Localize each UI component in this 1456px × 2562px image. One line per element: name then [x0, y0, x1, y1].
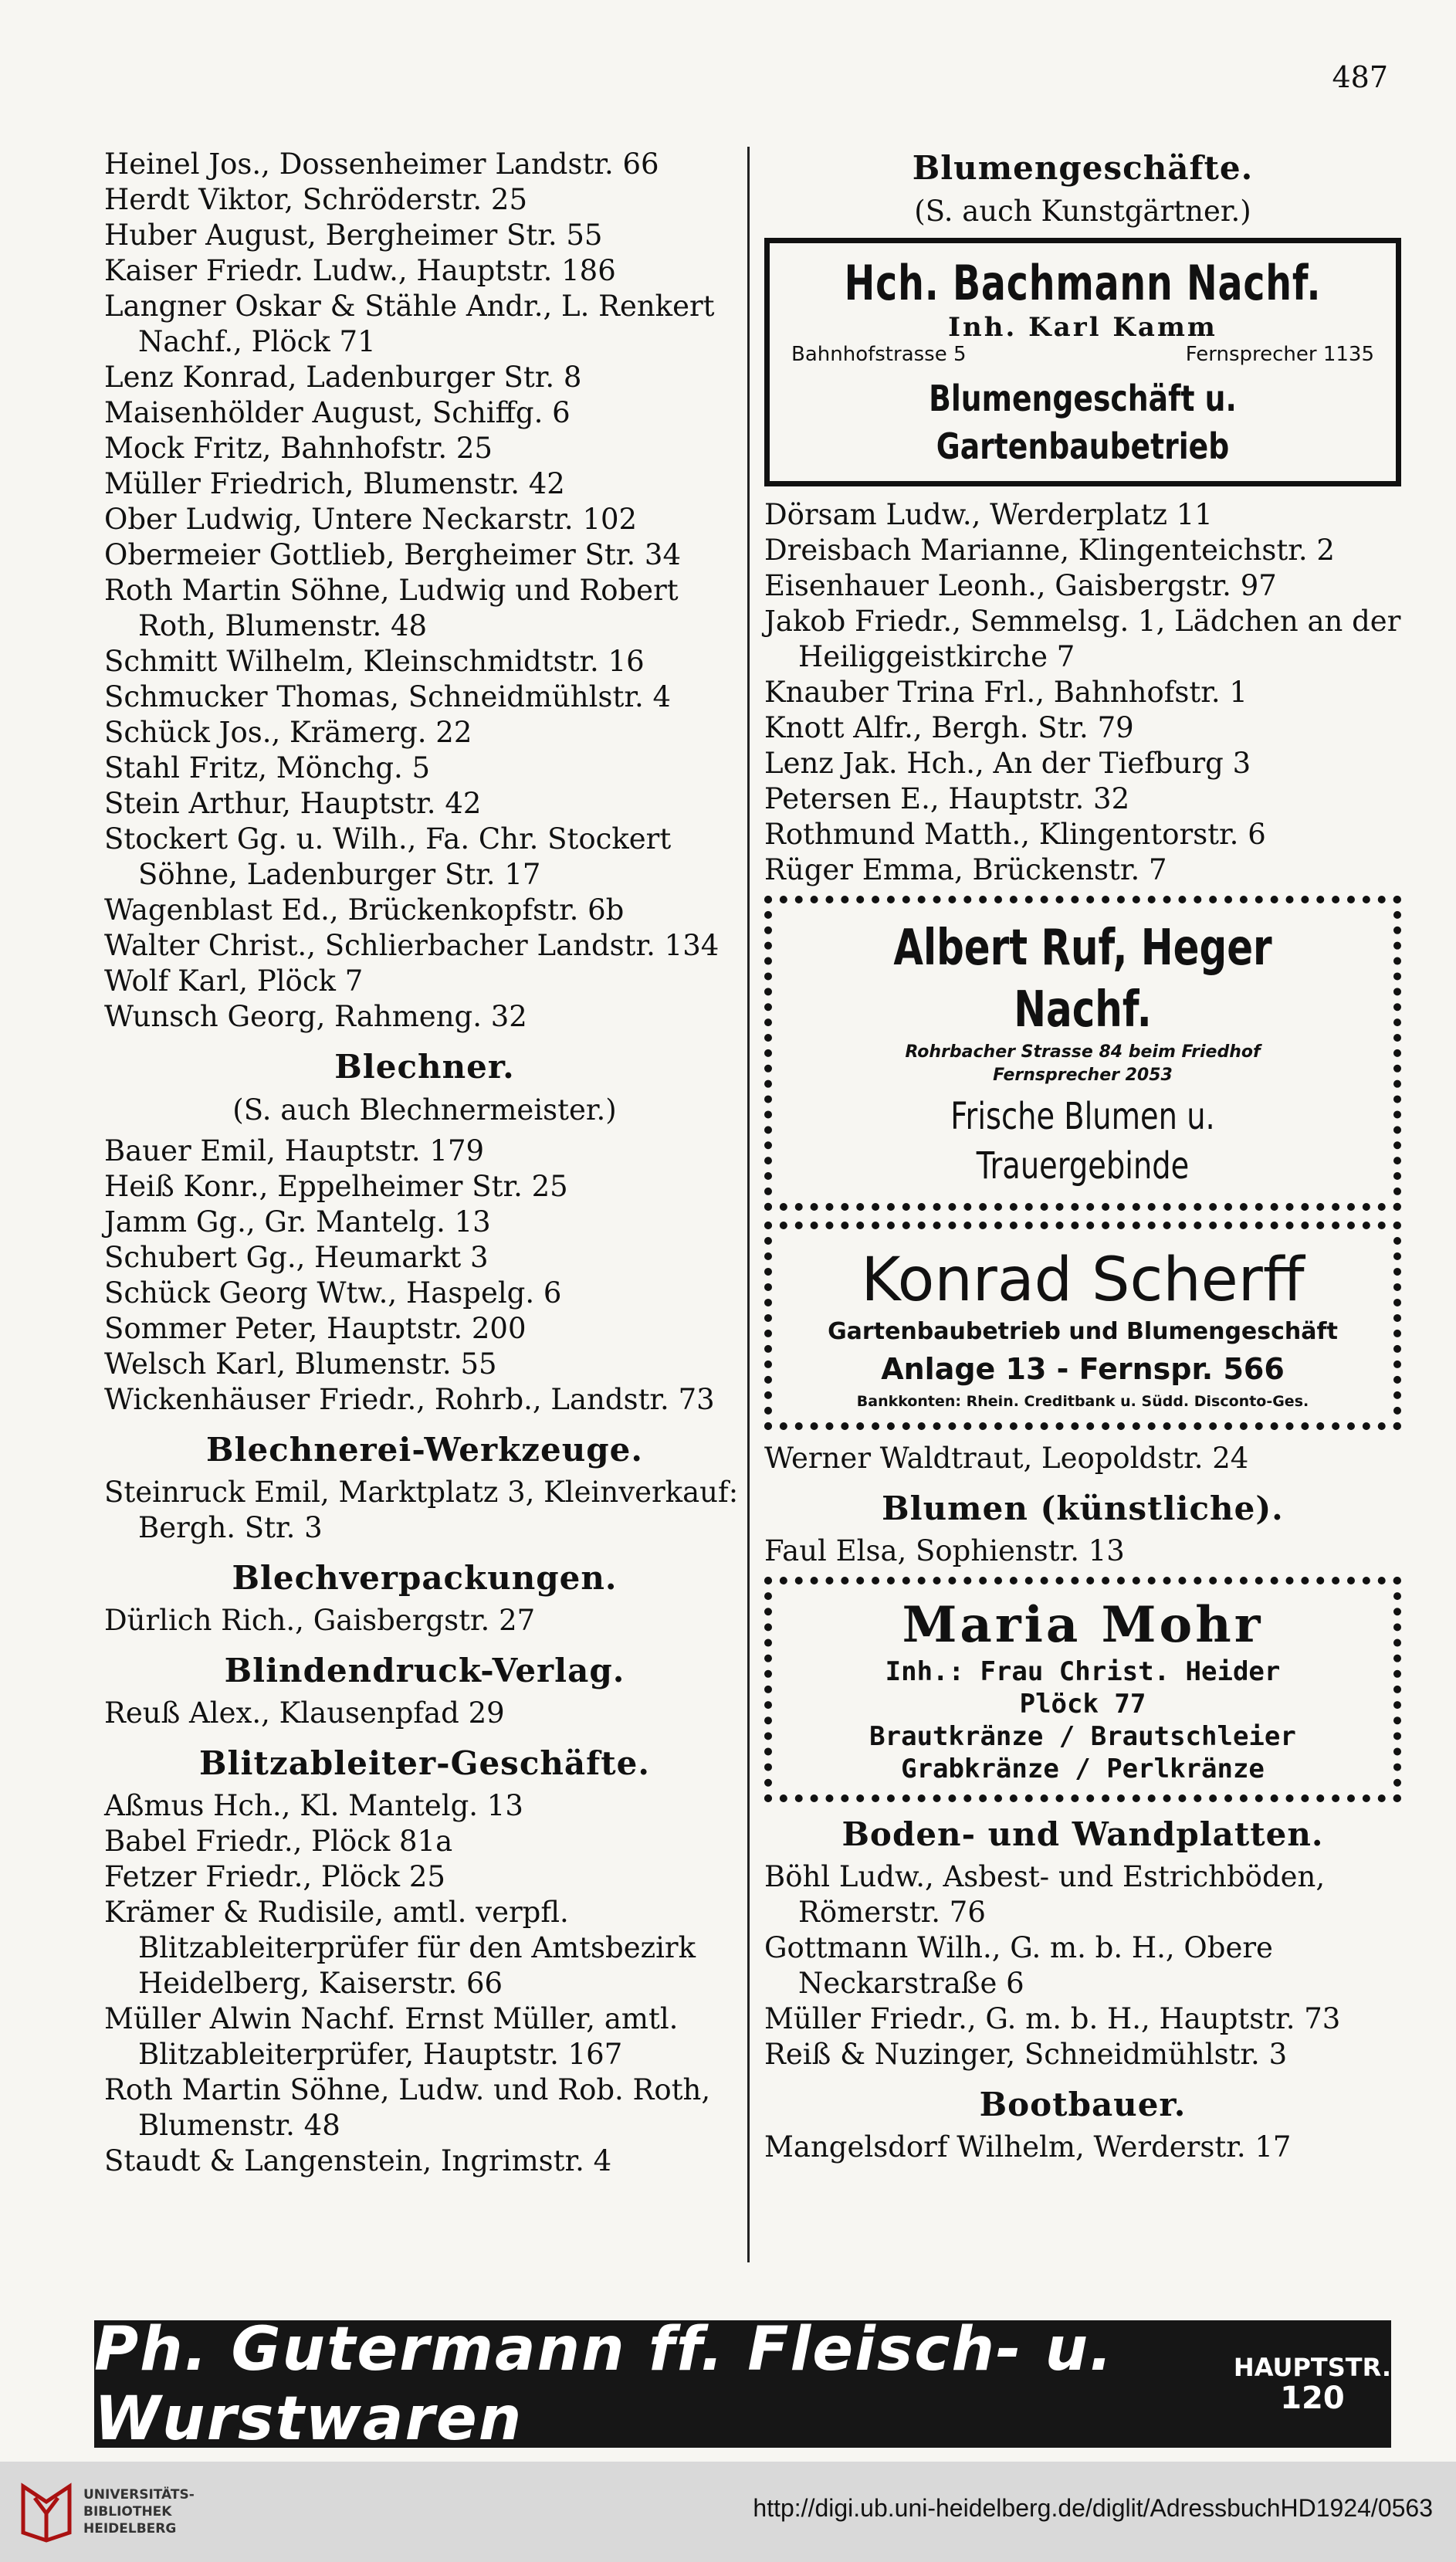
directory-entry: Müller Friedrich, Blumenstr. 42: [104, 467, 565, 500]
directory-entry: Staudt & Langenstein, Ingrimstr. 4: [104, 2144, 612, 2177]
library-bar: [0, 2462, 1456, 2562]
heading-blindendruck: Blindendruck-Verlag.: [224, 1652, 625, 1689]
ad-ruf-phone: Fernsprecher 2053: [993, 1066, 1173, 1085]
directory-entry: Kaiser Friedr. Ludw., Hauptstr. 186: [104, 254, 616, 287]
directory-entry: Böhl Ludw., Asbest- und Estrichböden, Römerstr. 76: [764, 1860, 1326, 1929]
directory-entry: Bauer Emil, Hauptstr. 179: [104, 1134, 485, 1167]
directory-entry: Roth Martin Söhne, Ludw. und Rob. Roth, Blumenstr. 48: [104, 2073, 711, 2142]
directory-entry: Schmitt Wilhelm, Kleinschmidtstr. 16: [104, 645, 645, 678]
directory-entry: Gottmann Wilh., G. m. b. H., Obere Neckarstraße 6: [764, 1931, 1273, 2000]
column-divider: [747, 147, 750, 2262]
heading-werkzeuge: Blechnerei-Werkzeuge.: [206, 1431, 643, 1469]
entries-bootbauer: [764, 2130, 1401, 2165]
ad-scherff-business: Gartenbaubetrieb und Blumengeschäft: [828, 1318, 1338, 1345]
right-column: [764, 147, 1401, 2165]
directory-entry: Stahl Fritz, Mönchg. 5: [104, 751, 431, 785]
library-name: [83, 2486, 195, 2537]
ad-bachmann: [764, 238, 1401, 486]
directory-entry: Jakob Friedr., Semmelsg. 1, Lädchen an der Heiliggeistkirche 7: [764, 605, 1401, 673]
subheading-blumengeschaefte: (S. auch Kunstgärtner.): [914, 195, 1251, 228]
university-library-logo-icon: [15, 2479, 77, 2545]
heading-verpackungen: Blechverpackungen.: [232, 1559, 618, 1597]
directory-entry: Walter Christ., Schlierbacher Landstr. 134: [104, 929, 720, 962]
directory-entry: Wolf Karl, Plöck 7: [104, 964, 364, 998]
directory-entry: Rüger Emma, Brückenstr. 7: [764, 853, 1167, 886]
ad-scherff-name: Konrad Scherff: [861, 1245, 1305, 1315]
ad-mohr-owner: Inh.: Frau Christ. Heider: [885, 1656, 1281, 1687]
directory-entry: Welsch Karl, Blumenstr. 55: [104, 1347, 497, 1381]
entries-verpackungen: [104, 1603, 745, 1639]
directory-entry: Herdt Viktor, Schröderstr. 25: [104, 183, 527, 216]
directory-entry: Mangelsdorf Wilhelm, Werderstr. 17: [764, 2130, 1292, 2164]
directory-entry: Huber August, Bergheimer Str. 55: [104, 219, 603, 252]
ad-mohr-name: Maria Mohr: [902, 1596, 1264, 1654]
directory-entry: Wunsch Georg, Rahmeng. 32: [104, 1000, 527, 1033]
directory-entry: Babel Friedr., Plöck 81a: [104, 1825, 453, 1858]
ad-bachmann-address: Bahnhofstrasse 5: [791, 343, 967, 366]
directory-entry: Schück Georg Wtw., Haspelg. 6: [104, 1276, 562, 1310]
directory-entry: Heinel Jos., Dossenheimer Landstr. 66: [104, 147, 659, 181]
directory-entry: Knott Alfr., Bergh. Str. 79: [764, 711, 1134, 744]
heading-blumengeschaefte: Blumengeschäfte.: [912, 149, 1254, 187]
library-name-line3: HEIDELBERG: [83, 2521, 177, 2537]
directory-entry: Dörsam Ludw., Werderplatz 11: [764, 498, 1213, 531]
ad-bachmann-owner: Inh. Karl Kamm: [948, 312, 1217, 343]
entries-kuenstliche: [764, 1533, 1401, 1569]
library-name-line1: UNIVERSITÄTS-: [83, 2487, 195, 2503]
directory-entry: Stockert Gg. u. Wilh., Fa. Chr. Stockert Söhne, Ladenburger Str. 17: [104, 822, 672, 891]
ad-bachmann-name: Hch. Bachmann Nachf.: [844, 255, 1322, 311]
directory-entry: Reuß Alex., Klausenpfad 29: [104, 1696, 505, 1730]
directory-entry: Langner Oskar & Stähle Andr., L. Renkert Nachf., Plöck 71: [104, 290, 715, 358]
ad-mohr-line1: Brautkränze / Brautschleier: [869, 1721, 1296, 1752]
footer-ad-number: 120: [1280, 2380, 1345, 2416]
ad-ruf-address: Rohrbacher Strasse 84 beim Friedhof: [905, 1042, 1261, 1062]
directory-entry: Schmucker Thomas, Schneidmühlstr. 4: [104, 680, 672, 713]
subheading-blechner: (S. auch Blechnermeister.): [232, 1093, 617, 1127]
footer-ad-gutermann: [94, 2314, 1391, 2454]
directory-entry: Jamm Gg., Gr. Mantelg. 13: [104, 1205, 491, 1239]
footer-ad-name: Ph. Gutermann ff. Fleisch- u. Wurstwaren: [94, 2314, 1114, 2454]
directory-entry: Obermeier Gottlieb, Bergheimer Str. 34: [104, 538, 681, 571]
ad-bachmann-business: Blumengeschäft u. Gartenbaubetrieb: [929, 378, 1237, 467]
directory-entry: Dürlich Rich., Gaisbergstr. 27: [104, 1604, 536, 1637]
directory-entry: Schück Jos., Krämerg. 22: [104, 716, 472, 749]
directory-entry: Steinruck Emil, Marktplatz 3, Kleinverkauf: Bergh. Str. 3: [104, 1476, 739, 1544]
directory-entry: Werner Waldtraut, Leopoldstr. 24: [764, 1442, 1249, 1475]
directory-entry: Müller Friedr., G. m. b. H., Hauptstr. 73: [764, 2002, 1341, 2035]
directory-entry: Rothmund Matth., Klingentorstr. 6: [764, 818, 1266, 851]
heading-boden: Boden- und Wandplatten.: [841, 1815, 1324, 1853]
page-number: 487: [1332, 60, 1388, 94]
ad-mohr-address: Plöck 77: [1019, 1689, 1146, 1720]
ad-scherff-address: Anlage 13 - Fernspr. 566: [881, 1352, 1285, 1386]
directory-entry: Reiß & Nuzinger, Schneidmühlstr. 3: [764, 2038, 1288, 2071]
heading-bootbauer: Bootbauer.: [979, 2086, 1187, 2123]
ad-scherff-bank: Bankkonten: Rhein. Creditbank u. Südd. Disconto-Ges.: [856, 1393, 1309, 1410]
ad-mohr-line2: Grabkränze / Perlkränze: [901, 1754, 1265, 1784]
left-column: [104, 147, 745, 2179]
directory-entry: Schubert Gg., Heumarkt 3: [104, 1241, 489, 1274]
entries-boden: [764, 1859, 1401, 2072]
directory-entry: Wickenhäuser Friedr., Rohrb., Landstr. 73: [104, 1383, 715, 1416]
directory-entry: Knauber Trina Frl., Bahnhofstr. 1: [764, 676, 1248, 709]
ad-bachmann-phone: Fernsprecher 1135: [1185, 343, 1374, 366]
directory-entry: Sommer Peter, Hauptstr. 200: [104, 1312, 527, 1345]
entries-blumengeschaefte: [764, 497, 1401, 888]
heading-blechner: Blechner.: [334, 1048, 515, 1086]
directory-entry: Ober Ludwig, Untere Neckarstr. 102: [104, 503, 638, 536]
heading-kuenstliche: Blumen (künstliche).: [882, 1489, 1284, 1527]
ad-ruf-name: Albert Ruf, Heger Nachf.: [893, 920, 1272, 1039]
entries-top: [104, 147, 745, 1035]
ad-scherff: [764, 1222, 1401, 1430]
directory-entry: Mock Fritz, Bahnhofstr. 25: [104, 432, 493, 465]
directory-entry: Roth Martin Söhne, Ludwig und Robert Roth, Blumenstr. 48: [104, 574, 679, 642]
heading-blitzableiter: Blitzableiter-Geschäfte.: [199, 1744, 650, 1782]
footer-ad-street: HAUPTSTR.: [1233, 2352, 1391, 2382]
ad-ruf: [764, 896, 1401, 1211]
entries-blitzableiter: [104, 1788, 745, 2179]
library-name-line2: BIBLIOTHEK: [83, 2504, 172, 2520]
directory-entry: Dreisbach Marianne, Klingenteichstr. 2: [764, 534, 1335, 567]
entries-blechner: [104, 1134, 745, 1418]
directory-entry: Wagenblast Ed., Brückenkopfstr. 6b: [104, 893, 625, 927]
directory-entry: Lenz Jak. Hch., An der Tiefburg 3: [764, 747, 1251, 780]
entries-blumen-after-ads: [764, 1441, 1401, 1476]
directory-entry: Eisenhauer Leonh., Gaisbergstr. 97: [764, 569, 1277, 602]
directory-entry: Maisenhölder August, Schiffg. 6: [104, 396, 571, 429]
entries-werkzeuge: [104, 1475, 745, 1546]
directory-entry: Krämer & Rudisile, amtl. verpfl. Blitzableiterprüfer für den Amtsbezirk Heidelberg, Kaiserstr. 66: [104, 1896, 696, 2000]
directory-entry: Petersen E., Hauptstr. 32: [764, 782, 1130, 815]
directory-entry: Aßmus Hch., Kl. Mantelg. 13: [104, 1789, 523, 1822]
directory-entry: Faul Elsa, Sophienstr. 13: [764, 1534, 1125, 1567]
source-url-link[interactable]: http://digi.ub.uni-heidelberg.de/diglit/AdressbuchHD1924/0563: [753, 2494, 1433, 2522]
ad-mohr: [764, 1577, 1401, 1802]
entries-blindendruck: [104, 1696, 745, 1731]
ad-ruf-business: Frische Blumen u. Trauergebinde: [950, 1095, 1215, 1188]
directory-entry: Heiß Konr., Eppelheimer Str. 25: [104, 1170, 568, 1203]
directory-entry: Lenz Konrad, Ladenburger Str. 8: [104, 361, 582, 394]
directory-entry: Müller Alwin Nachf. Ernst Müller, amtl. Blitzableiterprüfer, Hauptstr. 167: [104, 2002, 679, 2071]
directory-entry: Stein Arthur, Hauptstr. 42: [104, 787, 482, 820]
directory-entry: Fetzer Friedr., Plöck 25: [104, 1860, 445, 1893]
